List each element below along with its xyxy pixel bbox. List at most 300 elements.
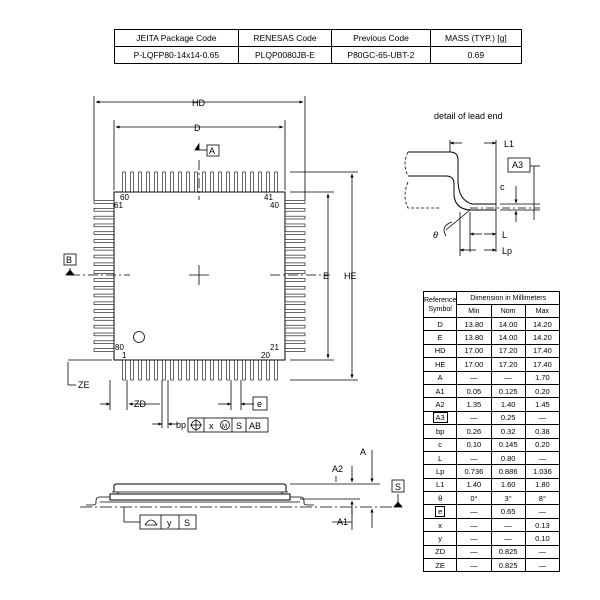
pin-lead: [285, 255, 305, 258]
pin-lead: [285, 278, 305, 281]
dimension-cell-min: [457, 371, 491, 384]
dimension-cell-nom: [491, 478, 525, 491]
symbol-text: A: [437, 373, 443, 383]
datum-s-side-label: S: [395, 482, 402, 492]
dimension-cell-min: [457, 545, 491, 558]
symbol-text: L1: [435, 480, 445, 490]
pin-lead: [187, 172, 190, 192]
header-max: Max: [525, 305, 559, 318]
lead-detail-view: [405, 140, 540, 256]
dimension-cell-min: [457, 384, 491, 397]
symbol-text: A1: [435, 386, 445, 396]
dimension-cell-max: [525, 505, 559, 518]
pin-lead: [267, 360, 270, 380]
value-text: 13.80: [464, 333, 484, 343]
pin-lead: [94, 247, 114, 250]
dimension-cell-nom: [491, 505, 525, 518]
value-text: —: [470, 373, 478, 383]
pin-lead: [219, 172, 222, 192]
value-text: 1.80: [535, 480, 550, 490]
pin-lead: [94, 286, 114, 289]
symbol-text: θ: [438, 493, 443, 503]
dimension-cell-max: [525, 398, 559, 411]
pin-lead: [139, 360, 142, 380]
label-a2: A2: [332, 464, 344, 474]
dimension-row: [424, 545, 560, 558]
pin-lead: [285, 325, 305, 328]
flatness-s-label: S: [184, 518, 191, 528]
pin-20-label: 20: [261, 351, 270, 360]
label-l1: L1: [504, 139, 515, 149]
pin-lead: [285, 216, 305, 219]
dimension-row: [424, 492, 560, 505]
pin-lead: [285, 310, 305, 313]
header-reference-symbol: [424, 292, 457, 318]
value-renesas: PLQP0080JB-E: [238, 47, 331, 64]
value-text: 1.35: [466, 400, 482, 410]
datum-a-label: A: [209, 146, 216, 156]
dimension-cell-min: [457, 425, 491, 438]
value-text: —: [504, 520, 512, 530]
value-text: 0.145: [498, 440, 518, 450]
pin-60-label: 60: [120, 193, 129, 202]
dimension-cell-max: [525, 559, 559, 572]
pin-lead: [163, 172, 166, 192]
value-text: 3°: [504, 493, 512, 503]
dimension-cell-nom: [491, 451, 525, 464]
header-dimension: Dimension in Millimeters: [457, 292, 560, 305]
dimension-cell-max: [525, 318, 559, 331]
dimension-cell-symbol: [424, 478, 457, 491]
dimension-cell-min: [457, 358, 491, 371]
dimension-cell-nom: [491, 331, 525, 344]
value-text: —: [538, 547, 547, 557]
dimension-row: [424, 505, 560, 518]
label-a1: A1: [337, 517, 349, 527]
dimension-row: [424, 318, 560, 331]
pin-40-label: 40: [270, 201, 279, 210]
pin-lead: [275, 360, 278, 380]
pin-lead: [94, 271, 114, 274]
dimension-row: [424, 465, 560, 478]
label-theta: θ: [433, 230, 438, 240]
symbol-text: L: [438, 453, 443, 463]
label-zd: ZD: [134, 399, 146, 409]
dimension-cell-nom: [491, 371, 525, 384]
pin-lead: [275, 172, 278, 192]
pin-lead: [123, 172, 126, 192]
dimension-row: [424, 331, 560, 344]
dimension-cell-max: [525, 411, 559, 424]
pin-lead: [219, 360, 222, 380]
pin-lead: [195, 360, 198, 380]
tolerance-x-label: x: [209, 421, 214, 431]
dimension-row: [424, 438, 560, 451]
header-symbol: Symbol: [428, 305, 452, 313]
value-text: 1.40: [466, 480, 482, 490]
value-text: 14.20: [532, 333, 552, 343]
symbol-text: Lp: [435, 466, 445, 476]
dimension-row: [424, 371, 560, 384]
dimension-cell-max: [525, 384, 559, 397]
pin-lead: [251, 172, 254, 192]
symbol-text: e: [435, 506, 445, 517]
dimension-cell-nom: [491, 518, 525, 531]
dimension-cell-symbol: [424, 398, 457, 411]
dimension-cell-nom: [491, 398, 525, 411]
dimension-cell-min: [457, 492, 491, 505]
pin-lead: [259, 172, 262, 192]
pin-lead: [94, 232, 114, 235]
dimension-row: [424, 384, 560, 397]
dimension-cell-symbol: [424, 532, 457, 545]
dimension-cell-max: [525, 545, 559, 558]
dimension-cell-min: [457, 532, 491, 545]
dimension-cell-min: [457, 438, 491, 451]
symbol-text: HE: [434, 359, 446, 369]
symbol-text: y: [438, 533, 443, 543]
pin-lead: [94, 310, 114, 313]
dimension-cell-max: [525, 425, 559, 438]
pin-lead: [187, 360, 190, 380]
pin-lead: [163, 360, 166, 380]
pin-lead: [94, 224, 114, 227]
symbol-text: x: [438, 520, 443, 530]
header-jeita: JEITA Package Code: [115, 30, 239, 47]
dimension-row: [424, 518, 560, 531]
value-text: 1.60: [500, 480, 516, 490]
dimension-cell-symbol: [424, 451, 457, 464]
value-text: 0.65: [500, 507, 516, 517]
pin-lead: [243, 172, 246, 192]
pin-lead: [131, 360, 134, 380]
pin-21-label: 21: [270, 343, 279, 352]
pin-lead: [203, 172, 206, 192]
value-text: 8°: [538, 493, 546, 503]
value-text: 1.036: [532, 466, 552, 476]
dimension-table-header: [424, 292, 560, 305]
dimension-cell-max: [525, 518, 559, 531]
value-text: 0.736: [464, 466, 484, 476]
value-text: —: [470, 520, 478, 530]
value-text: 17.40: [532, 346, 552, 356]
value-previous: P80GC-65-UBT-2: [332, 47, 431, 64]
value-text: 0.80: [500, 453, 516, 463]
pin-lead: [94, 317, 114, 320]
pin-lead: [195, 172, 198, 192]
pin-lead: [171, 172, 174, 192]
dimension-cell-symbol: [424, 492, 457, 505]
dimension-row: [424, 344, 560, 357]
dimension-cell-nom: [491, 318, 525, 331]
dimension-cell-min: [457, 398, 491, 411]
symbol-text: D: [437, 319, 443, 329]
pin-lead: [155, 172, 158, 192]
value-text: —: [470, 560, 478, 570]
value-text: 0.10: [535, 533, 550, 543]
pin-lead: [285, 286, 305, 289]
label-side-a: A: [360, 447, 367, 457]
lead-detail-title: detail of lead end: [434, 111, 503, 121]
label-lp: Lp: [502, 246, 513, 256]
value-text: 0.886: [498, 466, 518, 476]
dimension-cell-nom: [491, 425, 525, 438]
label-he: HE: [344, 271, 357, 281]
pin-80-label: 80: [115, 343, 124, 352]
value-text: 17.20: [498, 346, 518, 356]
value-mass: 0.69: [430, 47, 521, 64]
dimension-cell-min: [457, 518, 491, 531]
value-text: 0.20: [535, 386, 550, 396]
header-reference: Reference: [424, 296, 457, 304]
dimension-cell-symbol: [424, 518, 457, 531]
value-text: 1.45: [535, 400, 550, 410]
pin-lead: [94, 263, 114, 266]
pin-lead: [123, 360, 126, 380]
dimension-row: [424, 451, 560, 464]
dimension-cell-min: [457, 478, 491, 491]
pin-lead: [94, 294, 114, 297]
value-text: 0.26: [466, 426, 482, 436]
pin-lead: [285, 224, 305, 227]
pin-lead: [235, 360, 238, 380]
symbol-text: HD: [434, 346, 446, 356]
dimension-cell-symbol: [424, 384, 457, 397]
pin-lead: [285, 271, 305, 274]
label-e-dim: E: [323, 271, 330, 281]
pin-lead: [235, 172, 238, 192]
pin-lead: [251, 360, 254, 380]
value-text: 17.20: [498, 359, 518, 369]
pin-1-label: 1: [122, 351, 127, 360]
pin-lead: [285, 240, 305, 243]
label-c: c: [500, 182, 505, 192]
pin-lead: [94, 349, 114, 352]
dimension-cell-min: [457, 331, 491, 344]
pin-lead: [94, 201, 114, 204]
dimension-cell-symbol: [424, 425, 457, 438]
dimension-cell-max: [525, 451, 559, 464]
dimension-cell-symbol: [424, 545, 457, 558]
pin-lead: [267, 172, 270, 192]
dimension-cell-nom: [491, 344, 525, 357]
value-text: 13.80: [464, 319, 484, 329]
value-text: —: [470, 533, 478, 543]
dimension-cell-max: [525, 331, 559, 344]
dimension-cell-min: [457, 344, 491, 357]
value-jeita: P-LQFP80-14x14-0.65: [115, 47, 239, 64]
symbol-text: E: [437, 333, 443, 343]
header-mass: MASS (TYP.) [g]: [430, 30, 521, 47]
pin-lead: [94, 341, 114, 344]
dimension-cell-min: [457, 411, 491, 424]
pin-lead: [227, 360, 230, 380]
value-text: —: [538, 560, 547, 570]
label-bp: bp: [176, 420, 187, 430]
pin-lead: [285, 201, 305, 204]
pin-lead: [94, 333, 114, 336]
dimension-cell-symbol: [424, 344, 457, 357]
value-text: 0.25: [500, 413, 516, 423]
dimension-cell-max: [525, 344, 559, 357]
value-text: 1.70: [535, 373, 550, 383]
dimension-cell-nom: [491, 465, 525, 478]
dimension-cell-symbol: [424, 465, 457, 478]
dimension-cell-nom: [491, 532, 525, 545]
pitch-e-label: e: [257, 399, 263, 409]
symbol-text: ZD: [435, 547, 446, 557]
value-text: 17.40: [532, 359, 552, 369]
pin-lead: [285, 263, 305, 266]
header-renesas: RENESAS Code: [238, 30, 331, 47]
pin-lead: [139, 172, 142, 192]
pin-lead: [211, 360, 214, 380]
dimension-cell-max: [525, 358, 559, 371]
value-text: —: [538, 453, 547, 463]
pin-lead: [147, 360, 150, 380]
pin-lead: [147, 172, 150, 192]
dimension-cell-min: [457, 505, 491, 518]
value-text: 0.13: [535, 520, 550, 530]
dimension-row: [424, 478, 560, 491]
dimension-cell-min: [457, 451, 491, 464]
value-text: 14.00: [498, 319, 518, 329]
value-text: 17.00: [464, 346, 484, 356]
dimension-cell-max: [525, 478, 559, 491]
dimension-row: [424, 398, 560, 411]
value-text: 0.825: [498, 547, 518, 557]
label-a3: A3: [512, 160, 524, 170]
dimension-cell-symbol: [424, 559, 457, 572]
pin-lead: [211, 172, 214, 192]
mmc-m-label: M: [222, 424, 227, 430]
pin-lead: [259, 360, 262, 380]
pin-lead: [131, 172, 134, 192]
dimension-cell-symbol: [424, 331, 457, 344]
datum-s-label: S: [236, 421, 243, 431]
pin-lead: [227, 172, 230, 192]
datum-ab-label: AB: [249, 421, 262, 431]
value-text: —: [504, 373, 512, 383]
symbol-text: c: [438, 440, 443, 450]
flatness-y-label: y: [167, 518, 172, 528]
value-text: 0.32: [500, 426, 516, 436]
value-text: 0.825: [498, 560, 518, 570]
pin-lead: [94, 255, 114, 258]
pin-lead: [285, 247, 305, 250]
header-min: Min: [457, 305, 491, 318]
value-text: —: [470, 413, 478, 423]
dimension-cell-symbol: [424, 318, 457, 331]
pin-lead: [94, 208, 114, 211]
pin-41-label: 41: [264, 193, 273, 202]
dimension-row: [424, 358, 560, 371]
pin-lead: [285, 232, 305, 235]
pin-lead: [171, 360, 174, 380]
value-text: —: [470, 507, 478, 517]
pin-lead: [203, 360, 206, 380]
pin-lead: [94, 302, 114, 305]
value-text: —: [538, 507, 547, 517]
dimension-cell-symbol: [424, 438, 457, 451]
dimension-cell-nom: [491, 384, 525, 397]
dimension-cell-nom: [491, 438, 525, 451]
value-text: —: [538, 413, 547, 423]
dimension-table-body: [424, 318, 560, 572]
dimension-cell-max: [525, 371, 559, 384]
value-text: 0.05: [466, 386, 482, 396]
symbol-text: ZE: [435, 560, 445, 570]
value-text: 0°: [470, 493, 478, 503]
pin-lead: [179, 172, 182, 192]
pin-lead: [179, 360, 182, 380]
value-text: —: [504, 533, 512, 543]
dimension-cell-nom: [491, 545, 525, 558]
pin-lead: [285, 333, 305, 336]
dimension-cell-nom: [491, 358, 525, 371]
dimension-cell-symbol: [424, 505, 457, 518]
pin-lead: [285, 349, 305, 352]
dimension-cell-symbol: [424, 411, 457, 424]
dimension-cell-nom: [491, 492, 525, 505]
dimension-table: [423, 291, 560, 572]
value-text: —: [470, 453, 478, 463]
label-l: L: [502, 230, 508, 240]
dimension-cell-max: [525, 465, 559, 478]
pin-lead: [94, 325, 114, 328]
dimension-cell-nom: [491, 559, 525, 572]
pin-lead: [94, 240, 114, 243]
dimension-cell-symbol: [424, 358, 457, 371]
pin-lead: [94, 216, 114, 219]
dimension-cell-min: [457, 559, 491, 572]
value-text: 0.10: [466, 440, 482, 450]
pin-lead: [285, 317, 305, 320]
pin-lead: [285, 208, 305, 211]
pin-lead: [155, 360, 158, 380]
label-hd: HD: [192, 98, 205, 108]
symbol-text: bp: [435, 426, 445, 436]
symbol-text: A3: [433, 412, 448, 423]
dimension-cell-max: [525, 532, 559, 545]
pin-61-label: 61: [114, 201, 123, 210]
dimension-row: [424, 559, 560, 572]
label-ze: ZE: [78, 380, 90, 390]
dimension-row: [424, 411, 560, 424]
side-view: [80, 450, 404, 530]
value-text: 14.20: [532, 319, 552, 329]
value-text: 17.00: [464, 359, 484, 369]
pin-lead: [285, 302, 305, 305]
value-text: 0.125: [498, 386, 518, 396]
dimension-cell-min: [457, 465, 491, 478]
value-text: 1.40: [500, 400, 516, 410]
dimension-cell-min: [457, 318, 491, 331]
dimension-cell-max: [525, 492, 559, 505]
pin-lead: [243, 360, 246, 380]
symbol-text: A2: [435, 400, 445, 410]
dimension-row: [424, 532, 560, 545]
pin-lead: [94, 278, 114, 281]
datum-b-label: B: [66, 255, 73, 265]
label-d: D: [194, 123, 201, 133]
value-text: —: [470, 547, 478, 557]
value-text: 14.00: [498, 333, 518, 343]
dimension-cell-max: [525, 438, 559, 451]
value-text: 0.38: [535, 426, 550, 436]
header-previous: Previous Code: [332, 30, 431, 47]
header-nom: Nom: [491, 305, 525, 318]
